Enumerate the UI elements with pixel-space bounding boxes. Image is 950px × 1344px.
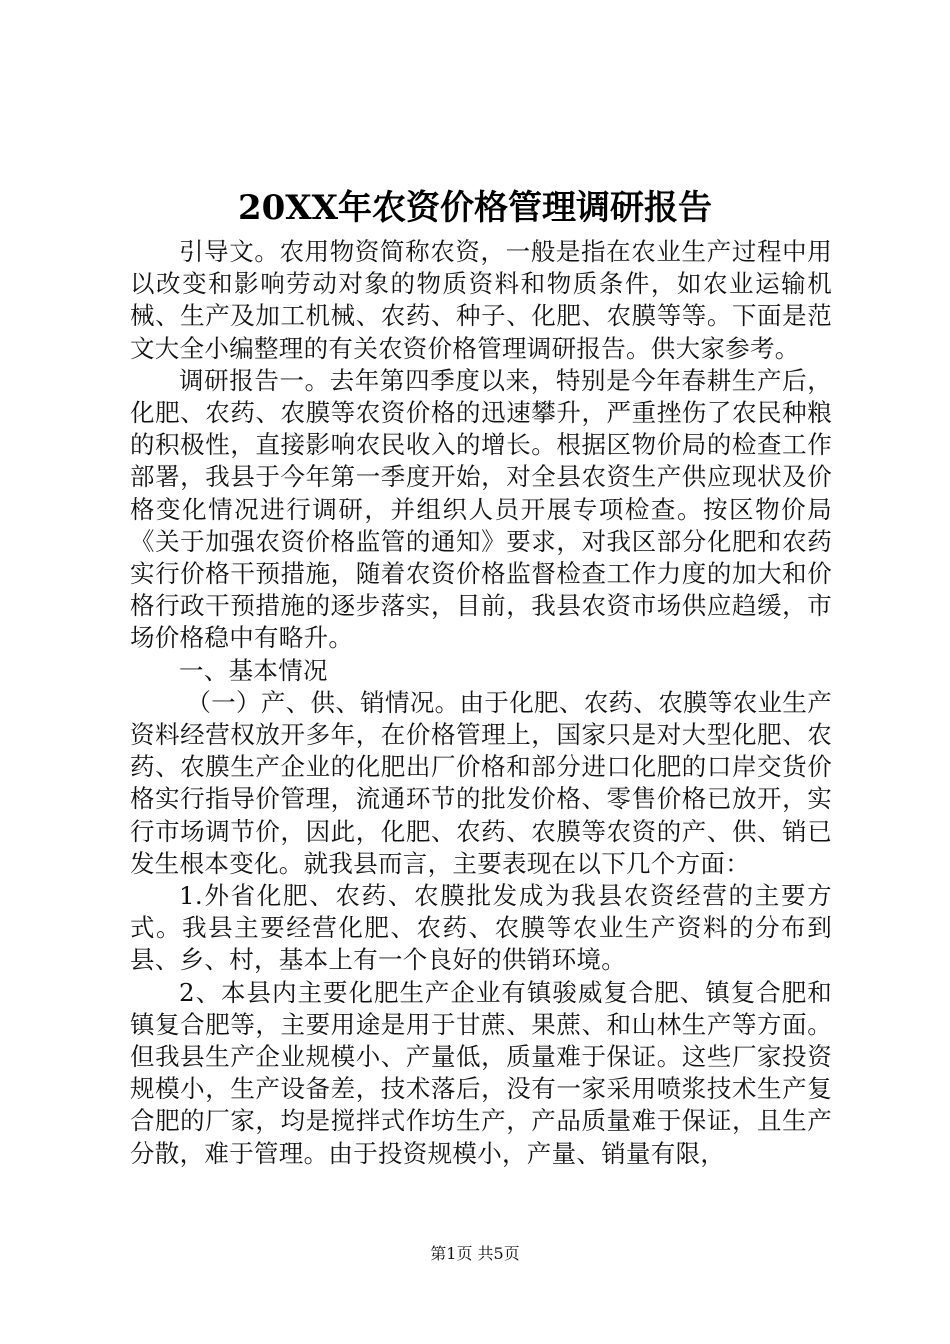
paragraph-item-2: 2、本县内主要化肥生产企业有镇骏威复合肥、镇复合肥和镇复合肥等，主要用途是用于甘蔗、果蔗、和山林生产等方面。但我县生产企业规模小、产量低，质量难于保证。这些厂家投资规模小，生产设备差，技术落后，没有一家采用喷浆技术生产复合肥的厂家，均是搅拌式作坊生产，产品质量难于保证，且生产分散，难于管理。由于投资规模小，产量、销量有限，: [130, 977, 832, 1168]
paragraph-production-supply-sales: （一）产、供、销情况。由于化肥、农药、农膜等农业生产资料经营权放开多年，在价格管理上，国家只是对大型化肥、农药、农膜生产企业的化肥出厂价格和部分进口化肥的口岸交货价格实行指导价管理，流通环节的批发价格、零售价格已放开，实行市场调节价，因此，化肥、农药、农膜等农资的产、供、销已发生根本变化。就我县而言，主要表现在以下几个方面：: [130, 687, 832, 878]
paragraph-intro: 引导文。农用物资简称农资，一般是指在农业生产过程中用以改变和影响劳动对象的物质资料和物质条件，如农业运输机械、生产及加工机械、农药、种子、化肥、农膜等等。下面是范文大全小编整理的有关农资价格管理调研报告。供大家参考。: [130, 237, 832, 363]
document-title: 20XX年农资价格管理调研报告: [237, 188, 713, 228]
paragraph-item-1: 1.外省化肥、农药、农膜批发成为我县农资经营的主要方式。我县主要经营化肥、农药、农膜等农业生产资料的分布到县、乡、村，基本上有一个良好的供销环境。: [130, 881, 832, 975]
document-body: [130, 236, 832, 1170]
paragraph-report-one: 调研报告一。去年第四季度以来，特别是今年春耕生产后，化肥、农药、农膜等农资价格的迅速攀升，严重挫伤了农民种粮的积极性，直接影响农民收入的增长。根据区物价局的检查工作部署，我县于今年第一季度开始，对全县农资生产供应现状及价格变化情况进行调研，并组织人员开展专项检查。按区物价局《关于加强农资价格监管的通知》要求，对我区部分化肥和农药实行价格干预措施，随着农资价格监督检查工作力度的加大和价格行政干预措施的逐步落实，目前，我县农资市场供应趋缓，市场价格稳中有略升。: [130, 365, 832, 653]
section-heading-basic-situation: 一、基本情况: [179, 655, 328, 685]
page-number-footer: 第1页 共5页: [430, 1244, 520, 1263]
